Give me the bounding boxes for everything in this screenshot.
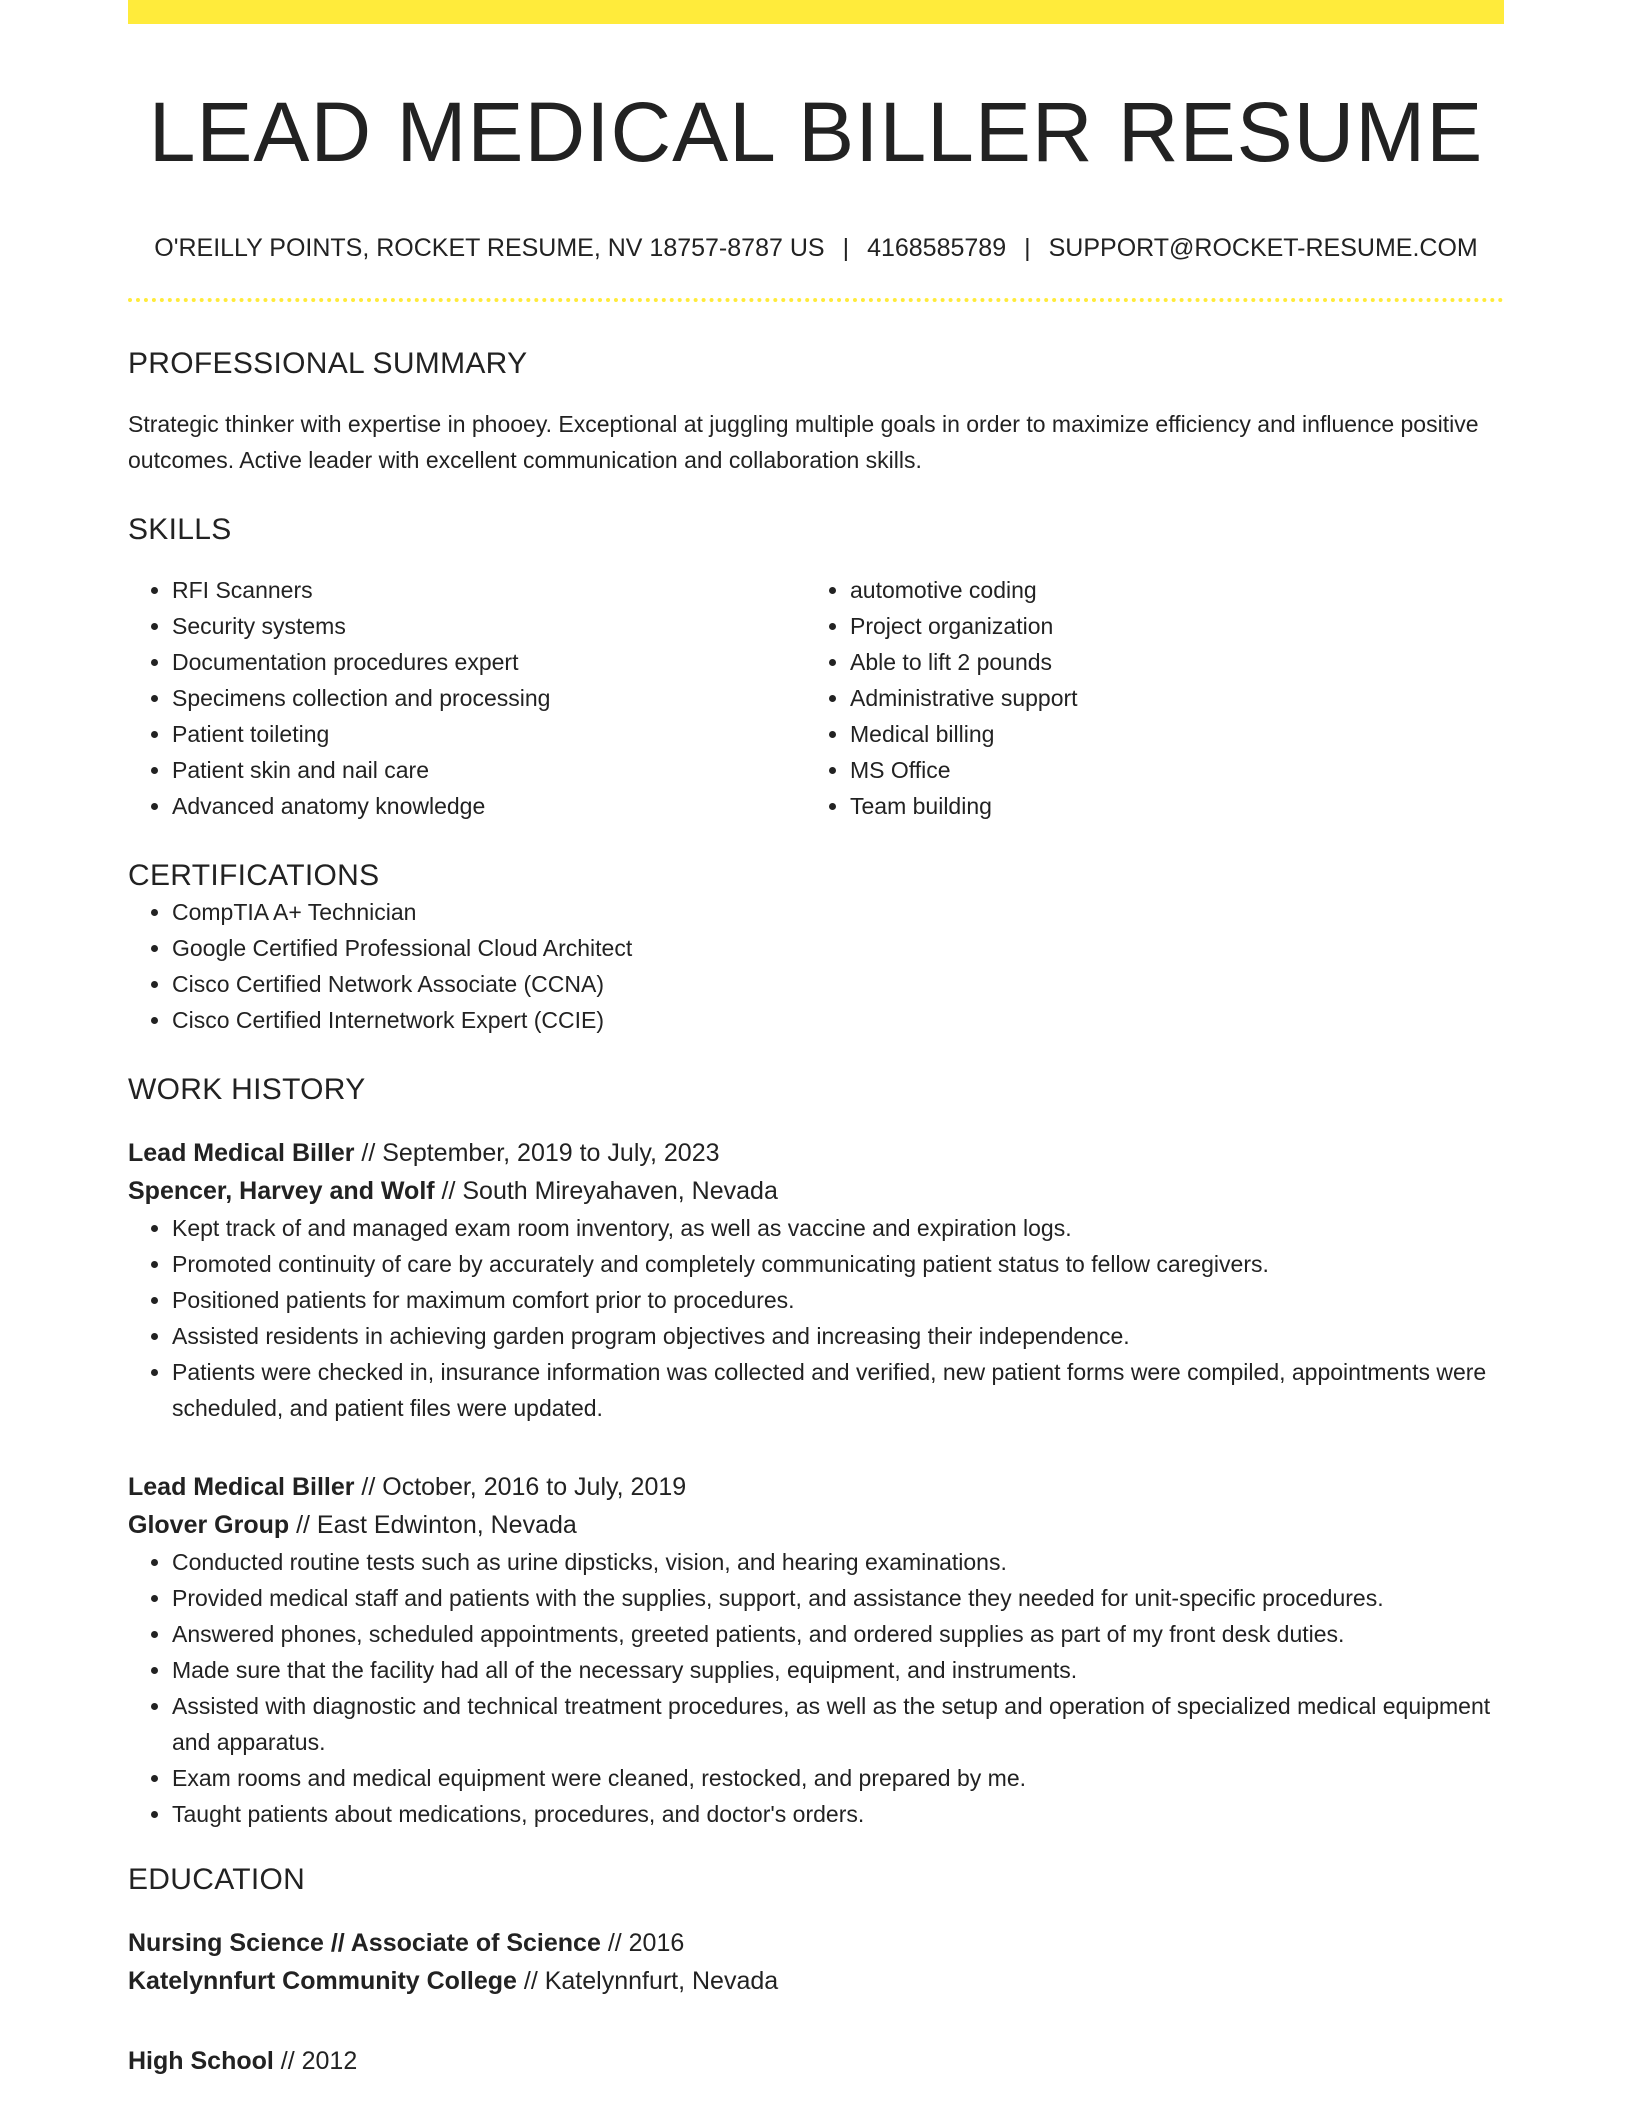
- job-dates: // October, 2016 to July, 2019: [354, 1473, 687, 1501]
- skill-item: • Administrative support: [850, 680, 1484, 716]
- job-duty-item: • Exam rooms and medical equipment were cleaned, restocked, and prepared by me.: [172, 1760, 1504, 1796]
- job-duty-item: • Kept track of and managed exam room inventory, as well as vaccine and expiration logs.: [172, 1210, 1504, 1246]
- job-entry: [128, 1134, 1504, 1426]
- certification-item: • Cisco Certified Internetwork Expert (CCIE): [172, 1002, 1504, 1038]
- education-year: // 2012: [273, 2047, 358, 2075]
- skills-list-right: [806, 572, 1484, 824]
- skills-list-left: [128, 572, 806, 824]
- contact-separator: |: [842, 234, 850, 262]
- job-entry: [128, 1468, 1504, 1832]
- education-heading: EDUCATION: [128, 1863, 306, 1896]
- certifications-section: [128, 858, 1504, 1038]
- job-duty-item: • Patients were checked in, insurance information was collected and verified, new patient forms were compiled, appointments were scheduled, and patient files were updated.: [172, 1354, 1504, 1426]
- job-duties-list: [128, 1544, 1504, 1832]
- certification-item: • Google Certified Professional Cloud Architect: [172, 930, 1504, 966]
- education-school: Katelynnfurt Community College: [128, 1967, 517, 1995]
- job-duty-item: • Provided medical staff and patients with the supplies, support, and assistance they needed for unit-specific procedures.: [172, 1580, 1504, 1616]
- summary-text: Strategic thinker with expertise in phooey. Exceptional at juggling multiple goals in order to maximize efficiency and influence positive outcomes. Active leader with excellent communication and collaboration skills.: [128, 411, 1479, 473]
- skill-item: • Advanced anatomy knowledge: [172, 788, 806, 824]
- job-title-line: [128, 1468, 1504, 1506]
- education-section: [128, 1862, 1504, 2080]
- contact-line: [128, 232, 1504, 264]
- job-company: Glover Group: [128, 1511, 290, 1539]
- contact-email: SUPPORT@ROCKET-RESUME.COM: [1048, 234, 1478, 262]
- skill-item: • MS Office: [850, 752, 1484, 788]
- skills-column-right: [806, 572, 1484, 824]
- skills-column-left: [128, 572, 806, 824]
- contact-separator: |: [1024, 234, 1031, 262]
- education-year: // 2016: [600, 1929, 685, 1957]
- summary-heading: PROFESSIONAL SUMMARY: [128, 347, 528, 380]
- skills-columns: [128, 572, 1504, 824]
- job-title: Lead Medical Biller: [128, 1473, 355, 1501]
- education-degree-line: [128, 1924, 1504, 1962]
- certification-item: • CompTIA A+ Technician: [172, 894, 1504, 930]
- job-company-line: [128, 1172, 1504, 1210]
- job-title: Lead Medical Biller: [128, 1139, 355, 1167]
- work-history-section: [128, 1072, 1504, 1832]
- job-duty-item: • Positioned patients for maximum comfort prior to procedures.: [172, 1282, 1504, 1318]
- skill-item: • Patient skin and nail care: [172, 752, 806, 788]
- skill-item: • Patient toileting: [172, 716, 806, 752]
- skill-item: • Security systems: [172, 608, 806, 644]
- job-dates: // September, 2019 to July, 2023: [354, 1139, 720, 1167]
- job-duty-item: • Assisted residents in achieving garden program objectives and increasing their independence.: [172, 1318, 1504, 1354]
- certification-item: • Cisco Certified Network Associate (CCNA): [172, 966, 1504, 1002]
- education-entry: [128, 1924, 1504, 2000]
- skill-item: • Documentation procedures expert: [172, 644, 806, 680]
- skill-item: • Medical billing: [850, 716, 1484, 752]
- job-duties-list: [128, 1210, 1504, 1426]
- skill-item: • Specimens collection and processing: [172, 680, 806, 716]
- skills-section: [128, 512, 1504, 824]
- job-duty-item: • Answered phones, scheduled appointments, greeted patients, and ordered supplies as part of my front desk duties.: [172, 1616, 1504, 1652]
- resume-title: LEAD MEDICAL BILLER RESUME: [148, 85, 1484, 179]
- skill-item: • Able to lift 2 pounds: [850, 644, 1484, 680]
- accent-top-bar: [128, 0, 1504, 24]
- job-company-line: [128, 1506, 1504, 1544]
- contact-address: O'REILLY POINTS, ROCKET RESUME, NV 18757-8787 US: [154, 234, 825, 262]
- education-location: // Katelynnfurt, Nevada: [516, 1967, 779, 1995]
- education-entry: [128, 2042, 1504, 2080]
- skill-item: • Team building: [850, 788, 1484, 824]
- job-duty-item: • Promoted continuity of care by accurately and completely communicating patient status to fellow caregivers.: [172, 1246, 1504, 1282]
- job-duty-item: • Made sure that the facility had all of the necessary supplies, equipment, and instruments.: [172, 1652, 1504, 1688]
- job-duty-item: • Taught patients about medications, procedures, and doctor's orders.: [172, 1796, 1504, 1832]
- job-location: // South Mireyahaven, Nevada: [434, 1177, 778, 1205]
- skills-heading: SKILLS: [128, 513, 232, 546]
- work-history-heading: WORK HISTORY: [128, 1073, 366, 1106]
- job-location: // East Edwinton, Nevada: [289, 1511, 577, 1539]
- job-duty-item: • Conducted routine tests such as urine dipsticks, vision, and hearing examinations.: [172, 1544, 1504, 1580]
- summary-section: [128, 346, 1504, 478]
- skill-item: • RFI Scanners: [172, 572, 806, 608]
- contact-phone: 4168585789: [867, 234, 1007, 262]
- resume-content: [128, 24, 1504, 2080]
- certifications-list: [128, 894, 1504, 1038]
- job-title-line: [128, 1134, 1504, 1172]
- certifications-heading: CERTIFICATIONS: [128, 859, 380, 892]
- education-degree: Nursing Science // Associate of Science: [128, 1929, 601, 1957]
- job-company: Spencer, Harvey and Wolf: [128, 1177, 435, 1205]
- job-duty-item: • Assisted with diagnostic and technical treatment procedures, as well as the setup and operation of specialized medical equipment and apparatus.: [172, 1688, 1504, 1760]
- education-degree: High School: [128, 2047, 274, 2075]
- education-degree-line: [128, 2042, 1504, 2080]
- skill-item: • Project organization: [850, 608, 1484, 644]
- skill-item: • automotive coding: [850, 572, 1484, 608]
- education-school-line: [128, 1962, 1504, 2000]
- header-divider: [128, 298, 1504, 302]
